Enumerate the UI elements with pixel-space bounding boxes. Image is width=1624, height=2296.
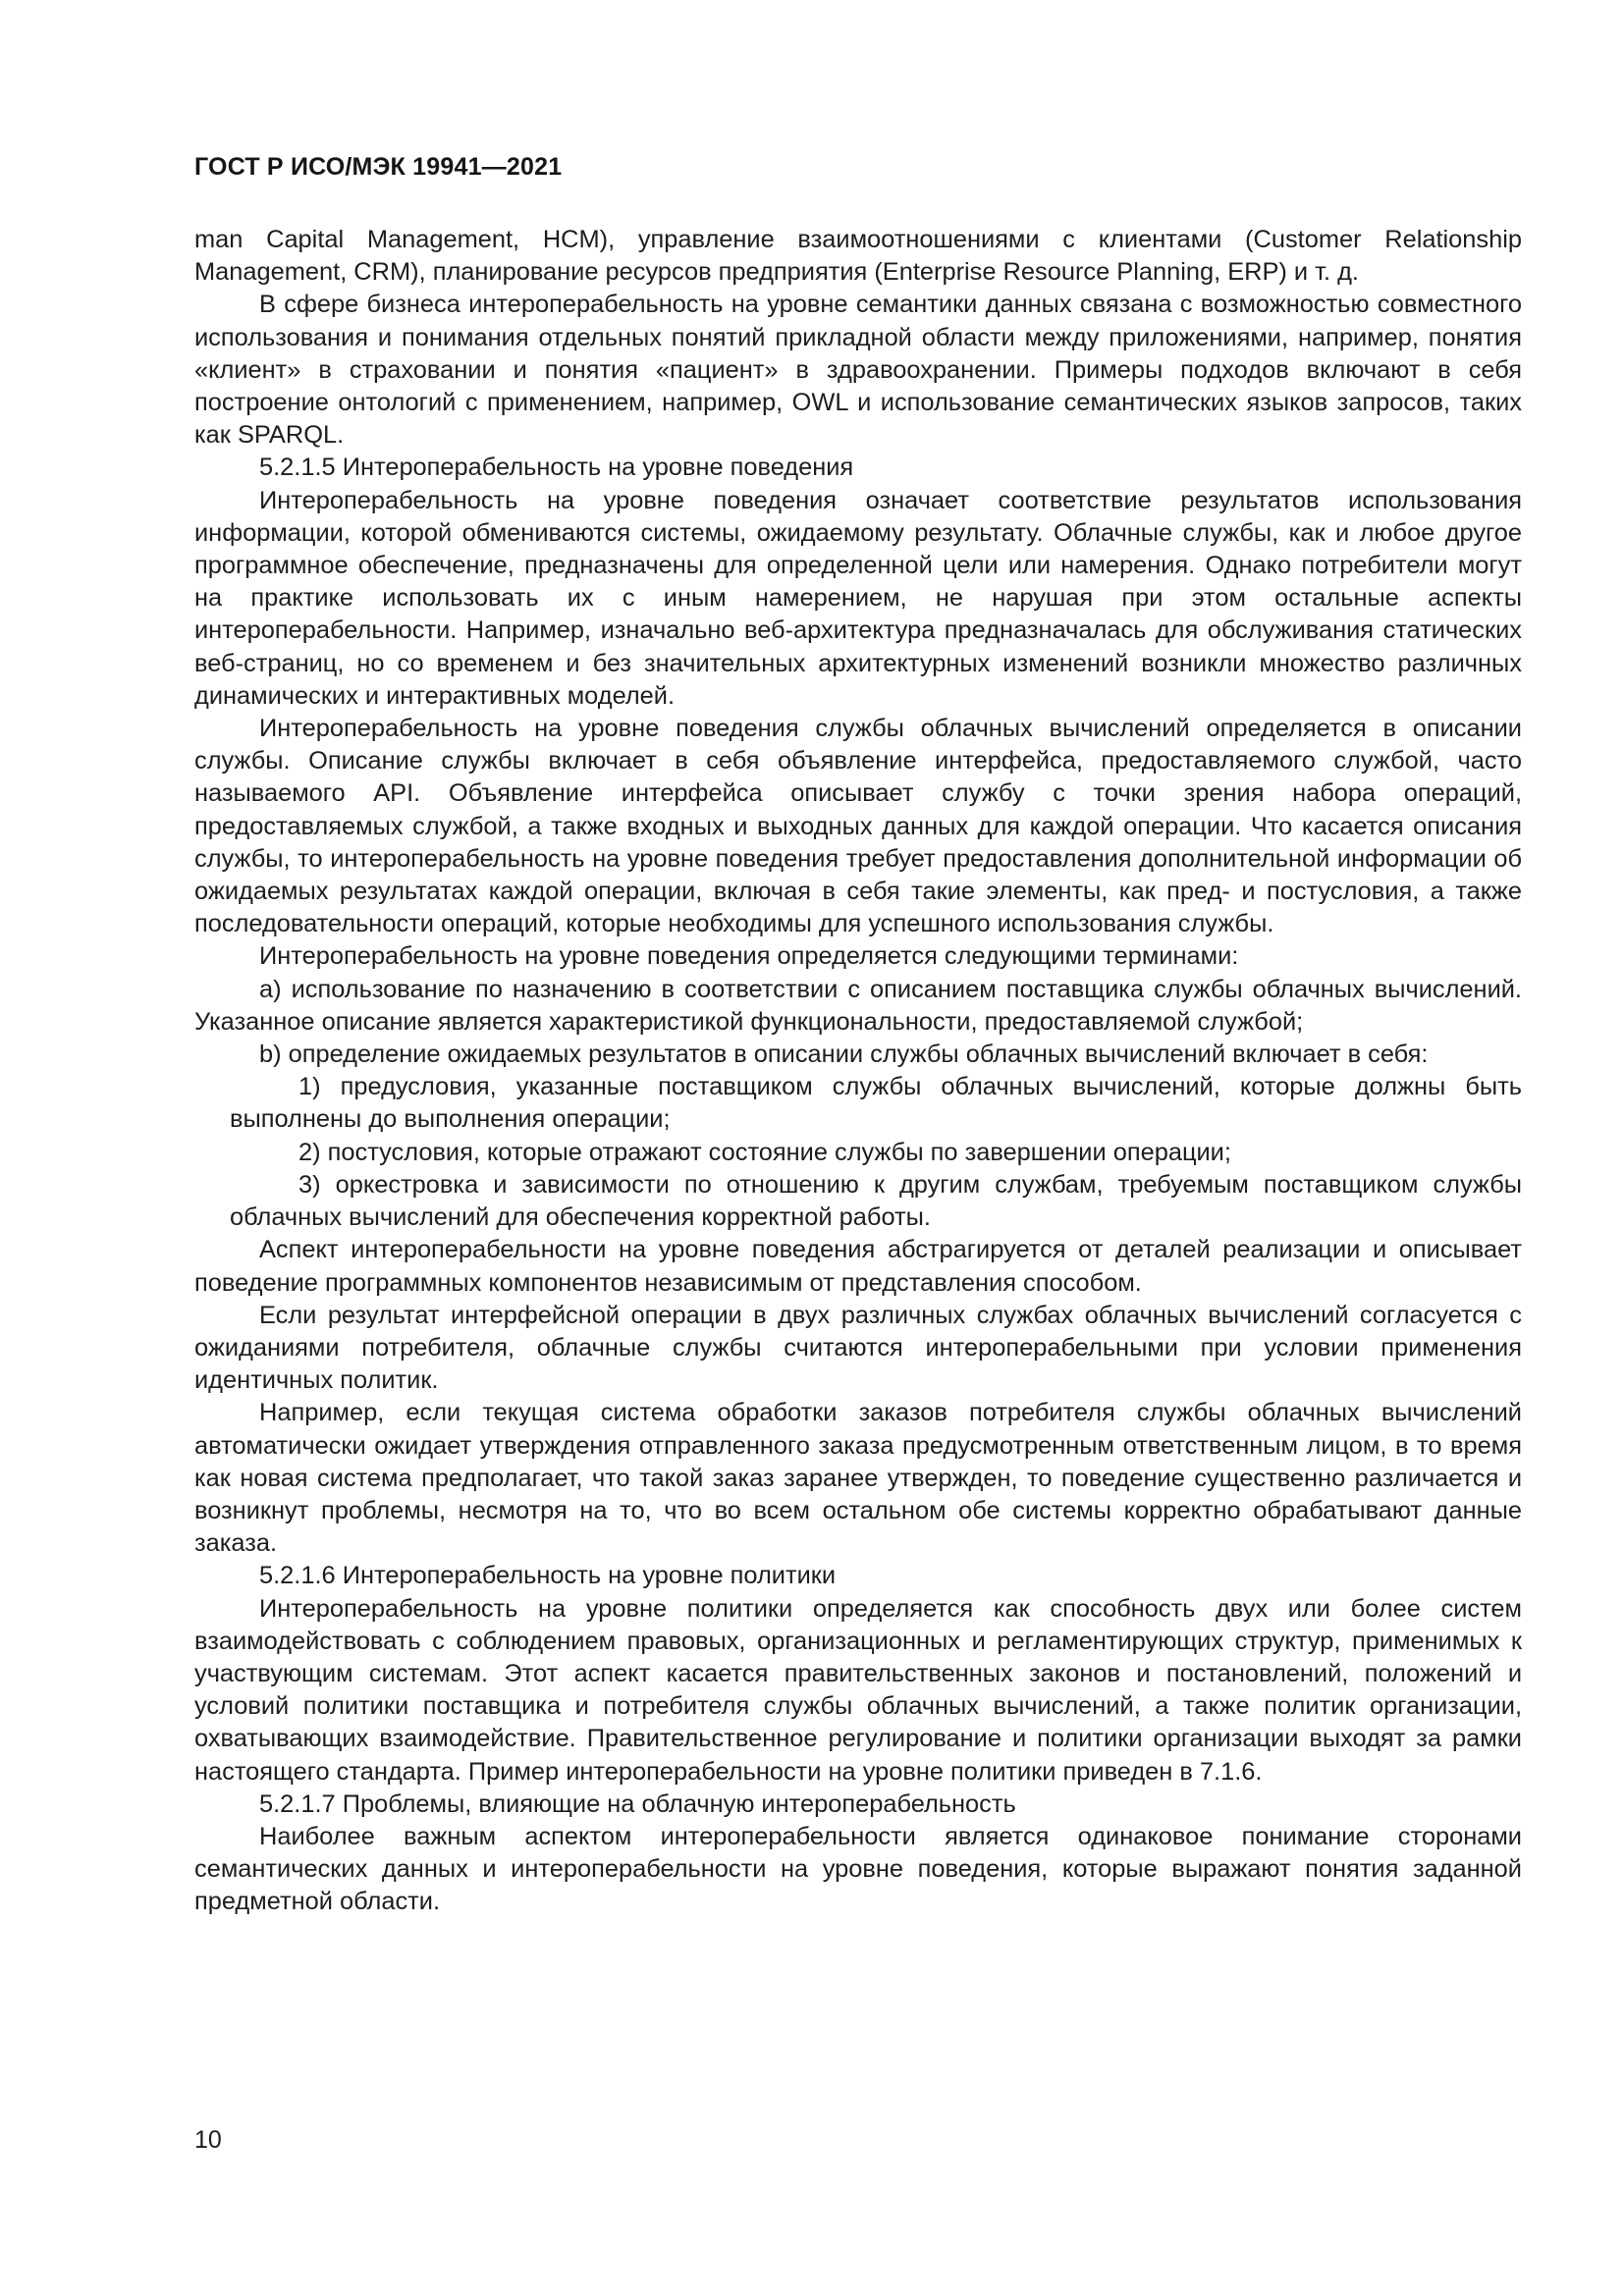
document-body — [194, 224, 1522, 1919]
paragraph: Аспект интероперабельности на уровне поведения абстрагируется от деталей реализации и описывает поведение программных компонентов независимым от представления способом. — [194, 1236, 1522, 1297]
document-header: ГОСТ Р ИСО/МЭК 19941—2021 — [194, 153, 563, 181]
paragraph: Наиболее важным аспектом интероперабельности является одинаковое понимание сторонами семантических данных и интероперабельности на уровне поведения, которые выражают понятия заданной предметной области. — [194, 1822, 1522, 1916]
paragraph: Интероперабельность на уровне поведения определяется следующими терминами: — [259, 942, 1239, 971]
section-heading-5-2-1-6: 5.2.1.6 Интероперабельность на уровне политики — [259, 1562, 837, 1590]
paragraph: Если результат интерфейсной операции в двух различных службах облачных вычислений согласуется с ожиданиями потребителя, облачные службы считаются интероперабельными при условии применения идентичных политик. — [194, 1301, 1522, 1395]
paragraph: Интероперабельность на уровне поведения означает соответствие результатов использования информации, которой обмениваются системы, ожидаемому результату. Облачные службы, как и любое другое программное обеспечение, предназначены для определенной цели или намерения. Однако потребители могут на практике использовать их с иным намерением, не нарушая при этом остальные аспекты интероперабельности. Например, изначально веб-архитектура предназначалась для обслуживания статических веб-страниц, но со временем и без значительных архитектурных изменений возникли множество различных динамических и интерактивных моделей. — [194, 486, 1522, 710]
sub-list-item-2: 2) постусловия, которые отражают состояние службы по завершении операции; — [298, 1138, 1231, 1166]
page-number: 10 — [194, 2126, 222, 2154]
paragraph: Интероперабельность на уровне поведения службы облачных вычислений определяется в описании службы. Описание службы включает в себя объявление интерфейса, предоставляемого службой, часто называемого API. Объявление интерфейса описывает службу с точки зрения набора операций, предоставляемых службой, а также входных и выходных данных для каждой операции. Что касается описания службы, то интероперабельность на уровне поведения требует предоставления дополнительной информации об ожидаемых результатах каждой операции, включая в себя такие элементы, как пред- и постусловия, а также последовательности операций, которые необходимы для успешного использования службы. — [194, 715, 1522, 938]
list-item-b: b) определение ожидаемых результатов в описании службы облачных вычислений включает в себя: — [259, 1041, 1429, 1069]
section-heading-5-2-1-7: 5.2.1.7 Проблемы, влияющие на облачную интероперабельность — [259, 1789, 1016, 1818]
list-item-a: а) использование по назначению в соответствии с описанием поставщика службы облачных вычислений. Указанное описание является характеристикой функциональности, предоставляемой службой; — [194, 975, 1522, 1036]
sub-list-item-3: 3) оркестровка и зависимости по отношению к другим службам, требуемым поставщиком службы облачных вычислений для обеспечения корректной работы. — [230, 1170, 1522, 1232]
sub-list-item-1: 1) предусловия, указанные поставщиком службы облачных вычислений, которые должны быть выполнены до выполнения операции; — [230, 1073, 1522, 1134]
paragraph: В сфере бизнеса интероперабельность на уровне семантики данных связана с возможностью совместного использования и понимания отдельных понятий прикладной области между приложениями, например, понятия «клиент» в страховании и понятия «пациент» в здравоохранении. Примеры подходов включают в себя построение онтологий с применением, например, OWL и использование семантических языков запросов, таких как SPARQL. — [194, 291, 1522, 450]
paragraph: man Capital Management, HCM), управление взаимоотношениями с клиентами (Customer Relationship Management, CRM), планирование ресурсов предприятия (Enterprise Resource Planning, ERP) и т. д. — [194, 226, 1522, 287]
paragraph: Например, если текущая система обработки заказов потребителя службы облачных вычислений автоматически ожидает утверждения отправленного заказа предусмотренным ответственным лицом, в то время как новая система предполагает, что такой заказ заранее утвержден, то поведение существенно различается и возникнут проблемы, несмотря на то, что во всем остальном обе системы корректно обрабатывают данные заказа. — [194, 1399, 1522, 1558]
paragraph: Интероперабельность на уровне политики определяется как способность двух или более систем взаимодействовать с соблюдением правовых, организационных и регламентирующих структур, применимых к участвующим системам. Этот аспект касается правительственных законов и постановлений, положений и условий политики поставщика и потребителя службы облачных вычислений, а также политик организации, охватывающих взаимодействие. Правительственное регулирование и политики организации выходят за рамки настоящего стандарта. Пример интероперабельности на уровне политики приведен в 7.1.6. — [194, 1594, 1522, 1786]
section-heading-5-2-1-5: 5.2.1.5 Интероперабельность на уровне поведения — [259, 454, 854, 482]
